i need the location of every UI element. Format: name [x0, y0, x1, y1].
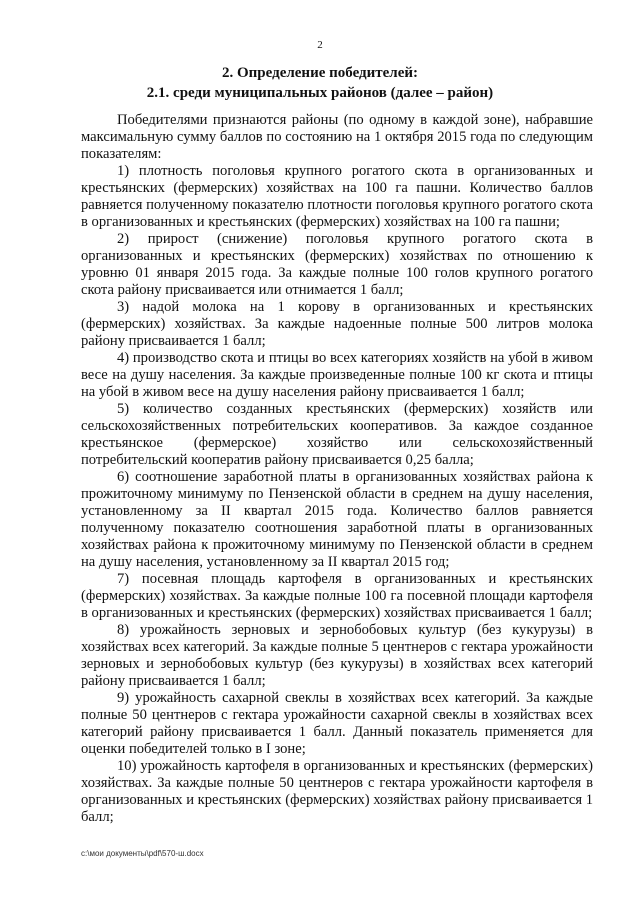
criterion-3: 3) надой молока на 1 корову в организованных и крестьянских (фермерских) хозяйствах. За каждые надоенные полные 500 литров молока району присваивается 1 балл; — [81, 299, 593, 349]
section-heading: 2. Определение победителей: — [222, 65, 418, 81]
criterion-5: 5) количество созданных крестьянских (фермерских) хозяйств или сельскохозяйственных потребительских кооперативов. За каждое созданное крестьянское (фермерское) хозяйство или сельскохозяйственный потребительский кооператив району присваивается 0,25 балла; — [81, 401, 593, 468]
criterion-6: 6) соотношение заработной платы в организованных хозяйствах района к прожиточному минимуму по Пензенской области в среднем на душу населения, установленному за II квартал 2015 года. Количество баллов равняется полученному показателю соотношения заработной платы в организованных хозяйствах района к прожиточному минимуму по Пензенской области в среднем на душу населения, установленному за II квартал 2015 год; — [81, 469, 593, 570]
page-number: 2 — [317, 39, 323, 51]
document-body — [81, 112, 593, 826]
criterion-2: 2) прирост (снижение) поголовья крупного рогатого скота в организованных и крестьянских (фермерских) хозяйствах по отношению к уровню 01 января 2015 года. За каждые полные 100 голов крупного рогатого скота району присваивается или отнимается 1 балл; — [81, 231, 593, 298]
criterion-9: 9) урожайность сахарной свеклы в хозяйствах всех категорий. За каждые полные 50 центнеров с гектара урожайности сахарной свеклы в хозяйствах всех категорий району присваивается 1 балл. Данный показатель применяется для оценки победителей только в I зоне; — [81, 690, 593, 757]
section-headings — [0, 63, 640, 103]
intro-paragraph: Победителями признаются районы (по одному в каждой зоне), набравшие максимальную сумму баллов по состоянию на 1 октября 2015 года по следующим показателям: — [81, 112, 593, 162]
criterion-1: 1) плотность поголовья крупного рогатого скота в организованных и крестьянских (фермерских) хозяйствах на 100 га пашни. Количество баллов равняется полученному показателю плотности поголовья крупного рогатого скота в организованных и крестьянских (фермерских) хозяйствах на 100 га пашни; — [81, 163, 593, 230]
criterion-7: 7) посевная площадь картофеля в организованных и крестьянских (фермерских) хозяйствах. За каждые полные 100 га посевной площади картофеля в организованных и крестьянских (фермерских) хозяйствах присваивается 1 балл; — [81, 571, 593, 621]
criterion-10: 10) урожайность картофеля в организованных и крестьянских (фермерских) хозяйствах. За каждые полные 50 центнеров с гектара урожайности картофеля в организованных и крестьянских (фермерских) хозяйствах району присваивается 1 балл; — [81, 758, 593, 825]
criterion-8: 8) урожайность зерновых и зернобобовых культур (без кукурузы) в хозяйствах всех категорий. За каждые полные 5 центнеров с гектара урожайности зерновых и зернобобовых культур (без кукурузы) в хозяйствах всех категорий району присваивается 1 балл; — [81, 622, 593, 689]
criterion-4: 4) производство скота и птицы во всех категориях хозяйств на убой в живом весе на душу населения. За каждые произведенные полные 100 кг скота и птицы на убой в живом весе на душу населения району присваивается 1 балл; — [81, 350, 593, 400]
subsection-heading: 2.1. среди муниципальных районов (далее – район) — [146, 85, 494, 101]
footer-file-path: c:\мои документы\pdf\570-ш.docx — [81, 849, 204, 858]
